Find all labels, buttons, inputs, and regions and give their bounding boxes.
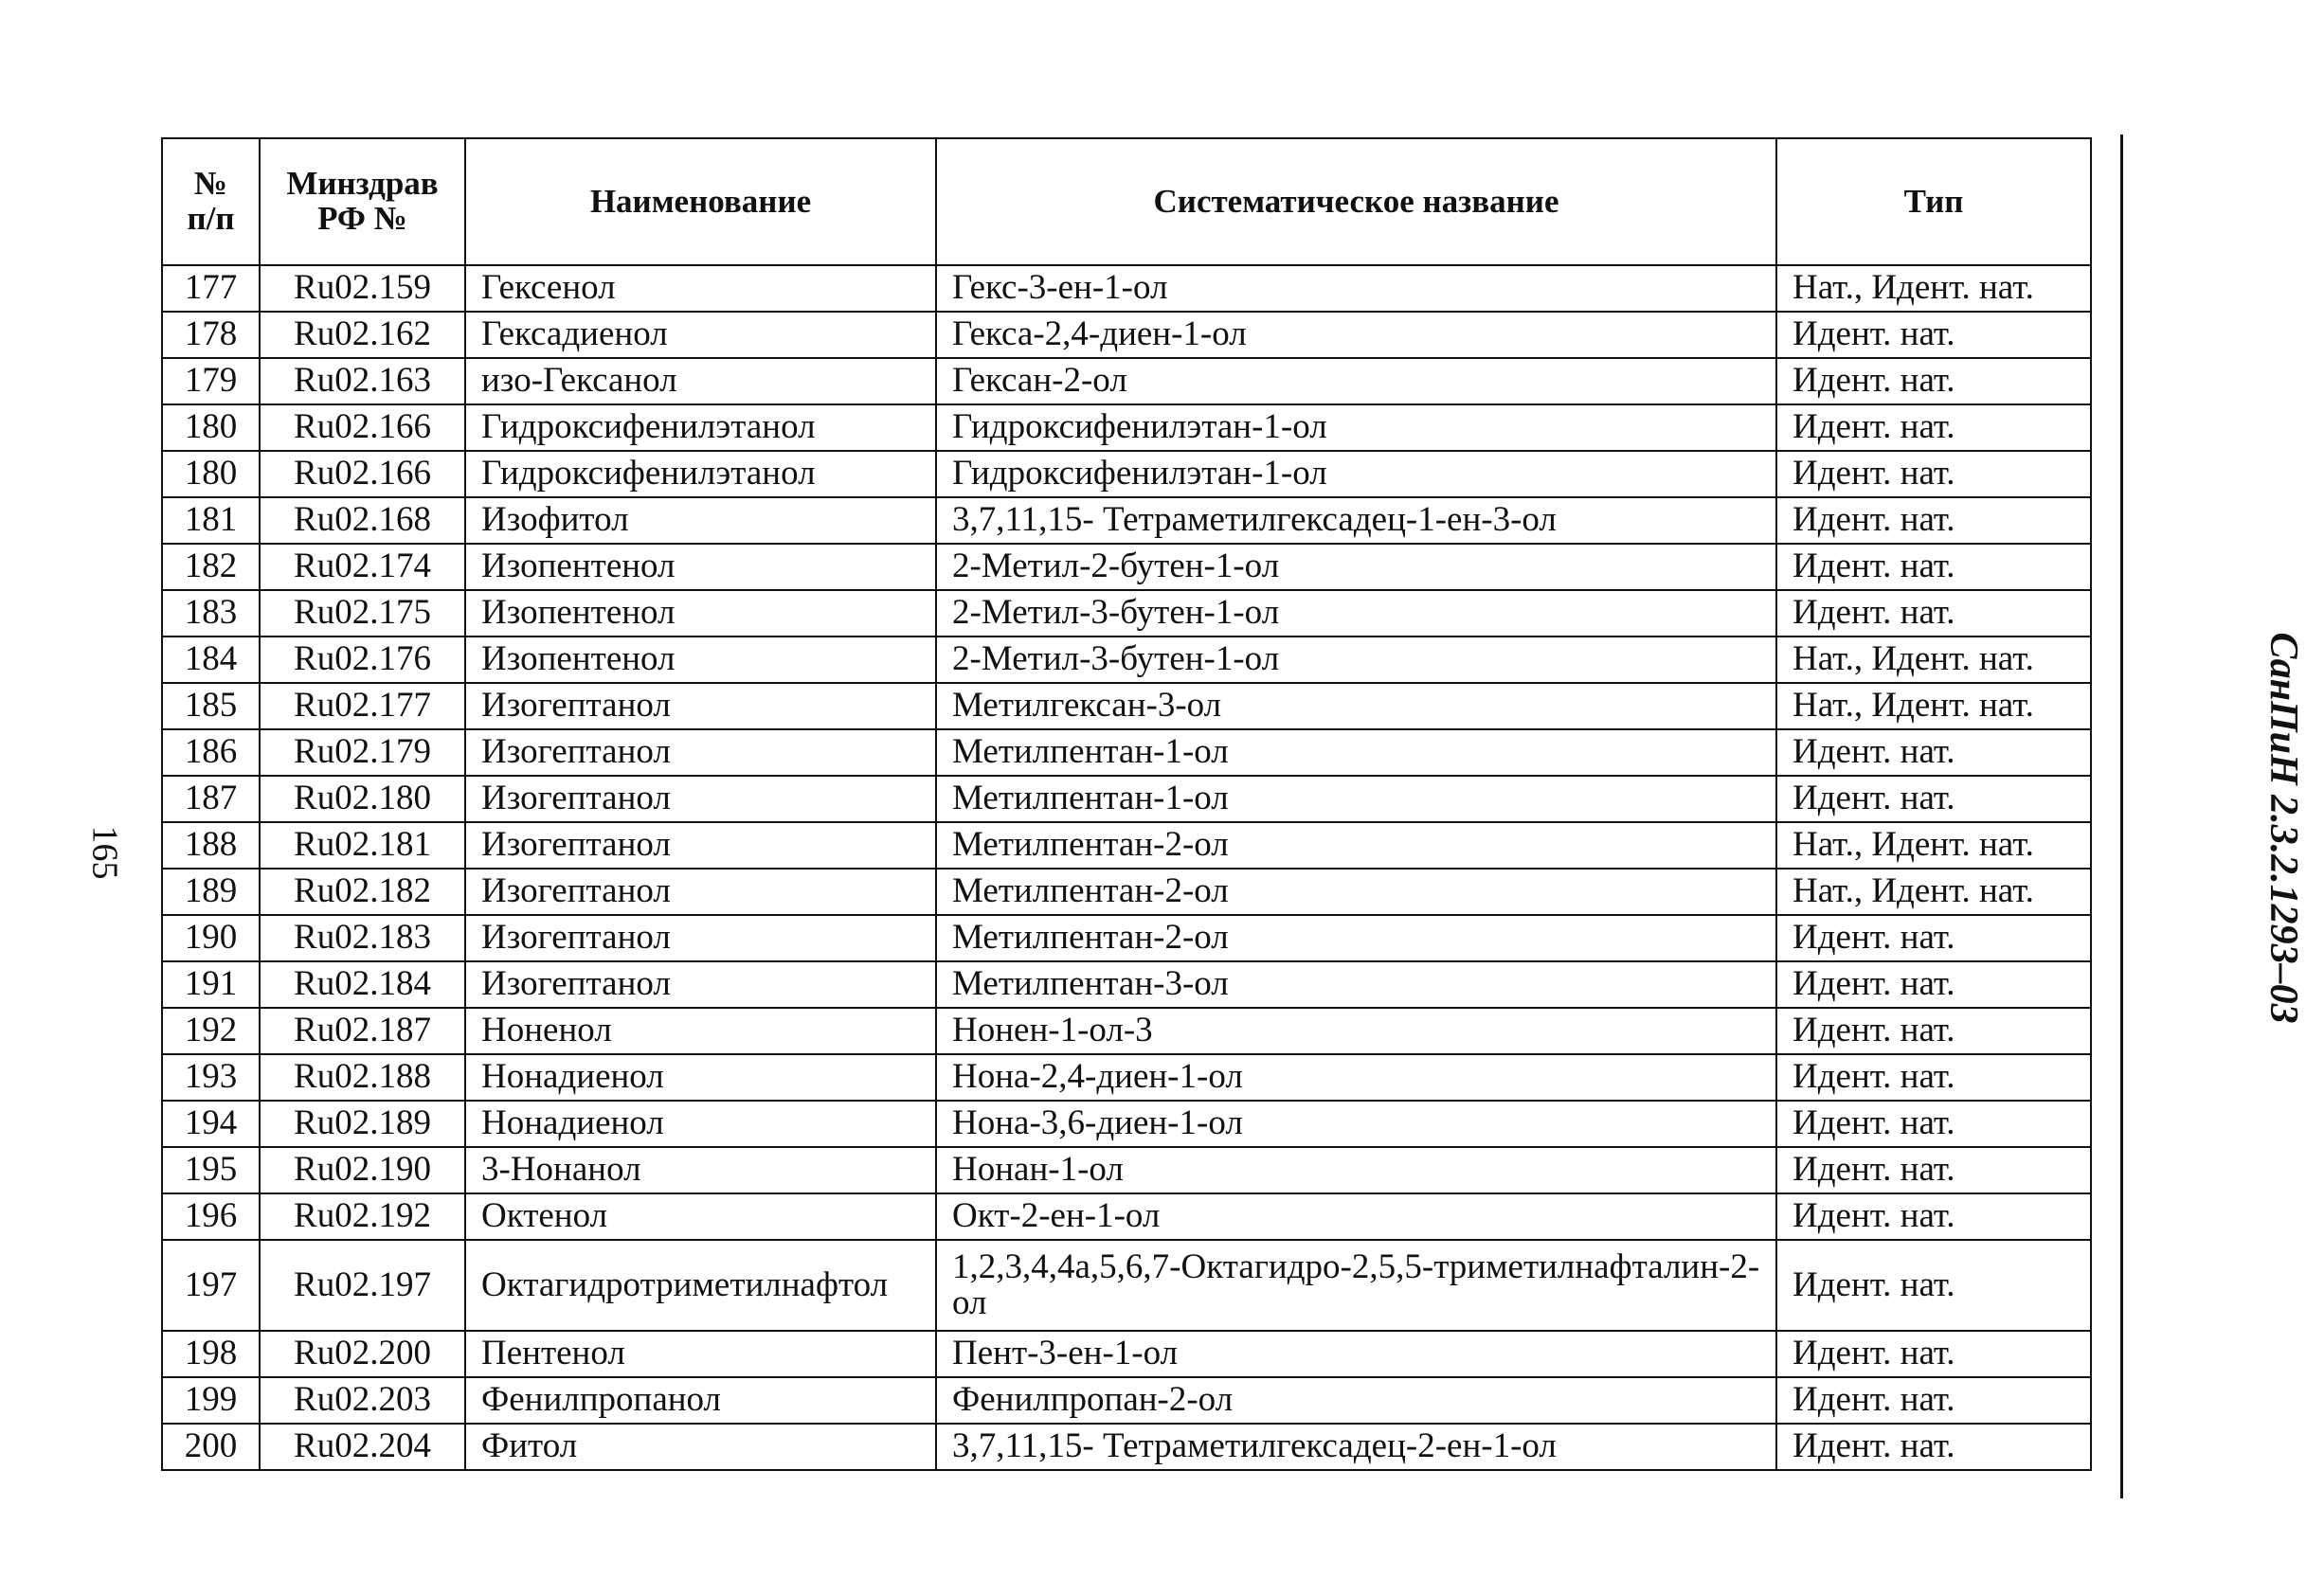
table-row xyxy=(162,683,2091,729)
table-row xyxy=(162,1008,2091,1054)
row-number-cell: 200 xyxy=(162,1424,260,1470)
row-number-cell: 181 xyxy=(162,497,260,544)
systematic-name-cell: 2-Метил-2-бутен-1-ол xyxy=(936,544,1776,590)
header-type: Тип xyxy=(1776,138,2091,265)
substance-name-cell: Нонадиенол xyxy=(465,1054,936,1101)
substance-name-cell: Изофитол xyxy=(465,497,936,544)
type-cell: Идент. нат. xyxy=(1776,1101,2091,1147)
substance-name-cell: Изогептанол xyxy=(465,822,936,869)
table-row xyxy=(162,1147,2091,1193)
minzdrav-code-cell: Ru02.183 xyxy=(260,915,465,961)
type-cell: Идент. нат. xyxy=(1776,1377,2091,1424)
systematic-name-cell: Гидроксифенилэтан-1-ол xyxy=(936,451,1776,497)
table-row xyxy=(162,1240,2091,1331)
table-row xyxy=(162,637,2091,683)
table-row xyxy=(162,544,2091,590)
row-number-cell: 194 xyxy=(162,1101,260,1147)
type-cell: Идент. нат. xyxy=(1776,1424,2091,1470)
table-row xyxy=(162,265,2091,312)
type-cell: Идент. нат. xyxy=(1776,451,2091,497)
row-number-cell: 195 xyxy=(162,1147,260,1193)
type-cell: Идент. нат. xyxy=(1776,358,2091,404)
table-row xyxy=(162,1193,2091,1240)
substance-name-cell: Фенилпропанол xyxy=(465,1377,936,1424)
minzdrav-code-cell: Ru02.182 xyxy=(260,869,465,915)
minzdrav-code-cell: Ru02.175 xyxy=(260,590,465,637)
minzdrav-code-cell: Ru02.177 xyxy=(260,683,465,729)
systematic-name-cell: Метилпентан-3-ол xyxy=(936,961,1776,1008)
systematic-name-cell: Гекс-3-ен-1-ол xyxy=(936,265,1776,312)
table-row xyxy=(162,312,2091,358)
minzdrav-code-cell: Ru02.174 xyxy=(260,544,465,590)
substance-name-cell: Фитол xyxy=(465,1424,936,1470)
header-systematic: Систематическое название xyxy=(936,138,1776,265)
minzdrav-code-cell: Ru02.166 xyxy=(260,451,465,497)
type-cell: Нат., Идент. нат. xyxy=(1776,869,2091,915)
type-cell: Идент. нат. xyxy=(1776,961,2091,1008)
type-cell: Нат., Идент. нат. xyxy=(1776,822,2091,869)
table-row xyxy=(162,497,2091,544)
type-cell: Идент. нат. xyxy=(1776,729,2091,776)
systematic-name-cell: Метилпентан-2-ол xyxy=(936,822,1776,869)
row-number-cell: 183 xyxy=(162,590,260,637)
table-row xyxy=(162,822,2091,869)
systematic-name-cell: Нонан-1-ол xyxy=(936,1147,1776,1193)
substance-name-cell: Ноненол xyxy=(465,1008,936,1054)
table-row xyxy=(162,869,2091,915)
row-number-cell: 192 xyxy=(162,1008,260,1054)
minzdrav-code-cell: Ru02.184 xyxy=(260,961,465,1008)
substance-name-cell: 3-Нонанол xyxy=(465,1147,936,1193)
substance-name-cell: Гексенол xyxy=(465,265,936,312)
table-row xyxy=(162,590,2091,637)
table-row xyxy=(162,1377,2091,1424)
type-cell: Нат., Идент. нат. xyxy=(1776,683,2091,729)
row-number-cell: 189 xyxy=(162,869,260,915)
minzdrav-code-cell: Ru02.197 xyxy=(260,1240,465,1331)
type-cell: Идент. нат. xyxy=(1776,1331,2091,1377)
type-cell: Идент. нат. xyxy=(1776,776,2091,822)
table-row xyxy=(162,358,2091,404)
header-num: № п/п xyxy=(162,138,260,265)
table-header-row xyxy=(162,138,2091,265)
row-number-cell: 180 xyxy=(162,451,260,497)
systematic-name-cell: 2-Метил-3-бутен-1-ол xyxy=(936,637,1776,683)
running-header-side-title: СанПиН 2.3.2.1293–03 xyxy=(2261,632,2305,1024)
type-cell: Идент. нат. xyxy=(1776,590,2091,637)
row-number-cell: 178 xyxy=(162,312,260,358)
minzdrav-code-cell: Ru02.163 xyxy=(260,358,465,404)
table-row xyxy=(162,1054,2091,1101)
substance-name-cell: Изопентенол xyxy=(465,637,936,683)
minzdrav-code-cell: Ru02.166 xyxy=(260,404,465,451)
minzdrav-code-cell: Ru02.189 xyxy=(260,1101,465,1147)
row-number-cell: 199 xyxy=(162,1377,260,1424)
substance-name-cell: Пентенол xyxy=(465,1331,936,1377)
substance-name-cell: Изогептанол xyxy=(465,683,936,729)
minzdrav-code-cell: Ru02.188 xyxy=(260,1054,465,1101)
row-number-cell: 179 xyxy=(162,358,260,404)
substance-name-cell: Нонадиенол xyxy=(465,1101,936,1147)
systematic-name-cell: 3,7,11,15- Тетраметилгексадец-1-ен-3-ол xyxy=(936,497,1776,544)
side-rule-divider xyxy=(2120,134,2123,1498)
systematic-name-cell: Гекса-2,4-диен-1-ол xyxy=(936,312,1776,358)
substance-name-cell: Изогептанол xyxy=(465,961,936,1008)
type-cell: Идент. нат. xyxy=(1776,1054,2091,1101)
minzdrav-code-cell: Ru02.187 xyxy=(260,1008,465,1054)
table-body xyxy=(162,265,2091,1470)
systematic-name-cell: 2-Метил-3-бутен-1-ол xyxy=(936,590,1776,637)
row-number-cell: 185 xyxy=(162,683,260,729)
systematic-name-cell: 1,2,3,4,4а,5,6,7-Октагидро-2,5,5-триметилнафталин-2-ол xyxy=(936,1240,1776,1331)
row-number-cell: 193 xyxy=(162,1054,260,1101)
systematic-name-cell: 3,7,11,15- Тетраметилгексадец-2-ен-1-ол xyxy=(936,1424,1776,1470)
row-number-cell: 190 xyxy=(162,915,260,961)
systematic-name-cell: Метилпентан-1-ол xyxy=(936,776,1776,822)
minzdrav-code-cell: Ru02.200 xyxy=(260,1331,465,1377)
row-number-cell: 196 xyxy=(162,1193,260,1240)
systematic-name-cell: Метилпентан-2-ол xyxy=(936,869,1776,915)
row-number-cell: 198 xyxy=(162,1331,260,1377)
substances-table xyxy=(161,137,2092,1471)
table-row xyxy=(162,1331,2091,1377)
table-row xyxy=(162,776,2091,822)
row-number-cell: 186 xyxy=(162,729,260,776)
systematic-name-cell: Гидроксифенилэтан-1-ол xyxy=(936,404,1776,451)
row-number-cell: 182 xyxy=(162,544,260,590)
minzdrav-code-cell: Ru02.162 xyxy=(260,312,465,358)
substance-name-cell: Изогептанол xyxy=(465,869,936,915)
header-code: Минздрав РФ № xyxy=(260,138,465,265)
systematic-name-cell: Окт-2-ен-1-ол xyxy=(936,1193,1776,1240)
type-cell: Идент. нат. xyxy=(1776,544,2091,590)
minzdrav-code-cell: Ru02.168 xyxy=(260,497,465,544)
systematic-name-cell: Фенилпропан-2-ол xyxy=(936,1377,1776,1424)
substance-name-cell: Изогептанол xyxy=(465,776,936,822)
table-row xyxy=(162,915,2091,961)
type-cell: Идент. нат. xyxy=(1776,497,2091,544)
type-cell: Идент. нат. xyxy=(1776,1147,2091,1193)
substance-name-cell: Изопентенол xyxy=(465,590,936,637)
table-row xyxy=(162,729,2091,776)
type-cell: Идент. нат. xyxy=(1776,312,2091,358)
type-cell: Идент. нат. xyxy=(1776,915,2091,961)
systematic-name-cell: Метилпентан-2-ол xyxy=(936,915,1776,961)
type-cell: Идент. нат. xyxy=(1776,1008,2091,1054)
systematic-name-cell: Пент-3-ен-1-ол xyxy=(936,1331,1776,1377)
table-row xyxy=(162,404,2091,451)
substance-name-cell: Гидроксифенилэтанол xyxy=(465,404,936,451)
header-name: Наименование xyxy=(465,138,936,265)
row-number-cell: 187 xyxy=(162,776,260,822)
type-cell: Идент. нат. xyxy=(1776,404,2091,451)
substance-name-cell: Гексадиенол xyxy=(465,312,936,358)
minzdrav-code-cell: Ru02.190 xyxy=(260,1147,465,1193)
table-row xyxy=(162,451,2091,497)
substance-name-cell: Изопентенол xyxy=(465,544,936,590)
row-number-cell: 188 xyxy=(162,822,260,869)
minzdrav-code-cell: Ru02.176 xyxy=(260,637,465,683)
minzdrav-code-cell: Ru02.204 xyxy=(260,1424,465,1470)
minzdrav-code-cell: Ru02.203 xyxy=(260,1377,465,1424)
systematic-name-cell: Нона-3,6-диен-1-ол xyxy=(936,1101,1776,1147)
page-number: 165 xyxy=(84,825,125,880)
minzdrav-code-cell: Ru02.181 xyxy=(260,822,465,869)
row-number-cell: 197 xyxy=(162,1240,260,1331)
row-number-cell: 177 xyxy=(162,265,260,312)
type-cell: Идент. нат. xyxy=(1776,1240,2091,1331)
systematic-name-cell: Гексан-2-ол xyxy=(936,358,1776,404)
type-cell: Идент. нат. xyxy=(1776,1193,2091,1240)
row-number-cell: 184 xyxy=(162,637,260,683)
systematic-name-cell: Метилгексан-3-ол xyxy=(936,683,1776,729)
type-cell: Нат., Идент. нат. xyxy=(1776,265,2091,312)
type-cell: Нат., Идент. нат. xyxy=(1776,637,2091,683)
minzdrav-code-cell: Ru02.180 xyxy=(260,776,465,822)
substance-name-cell: Октенол xyxy=(465,1193,936,1240)
row-number-cell: 191 xyxy=(162,961,260,1008)
table-row xyxy=(162,1101,2091,1147)
systematic-name-cell: Нонен-1-ол-3 xyxy=(936,1008,1776,1054)
substance-name-cell: Октагидротриметилнафтол xyxy=(465,1240,936,1331)
minzdrav-code-cell: Ru02.159 xyxy=(260,265,465,312)
substance-name-cell: Гидроксифенилэтанол xyxy=(465,451,936,497)
minzdrav-code-cell: Ru02.192 xyxy=(260,1193,465,1240)
systematic-name-cell: Метилпентан-1-ол xyxy=(936,729,1776,776)
substance-name-cell: Изогептанол xyxy=(465,915,936,961)
substance-name-cell: изо-Гексанол xyxy=(465,358,936,404)
substance-name-cell: Изогептанол xyxy=(465,729,936,776)
systematic-name-cell: Нона-2,4-диен-1-ол xyxy=(936,1054,1776,1101)
minzdrav-code-cell: Ru02.179 xyxy=(260,729,465,776)
table-row xyxy=(162,961,2091,1008)
row-number-cell: 180 xyxy=(162,404,260,451)
table-row xyxy=(162,1424,2091,1470)
